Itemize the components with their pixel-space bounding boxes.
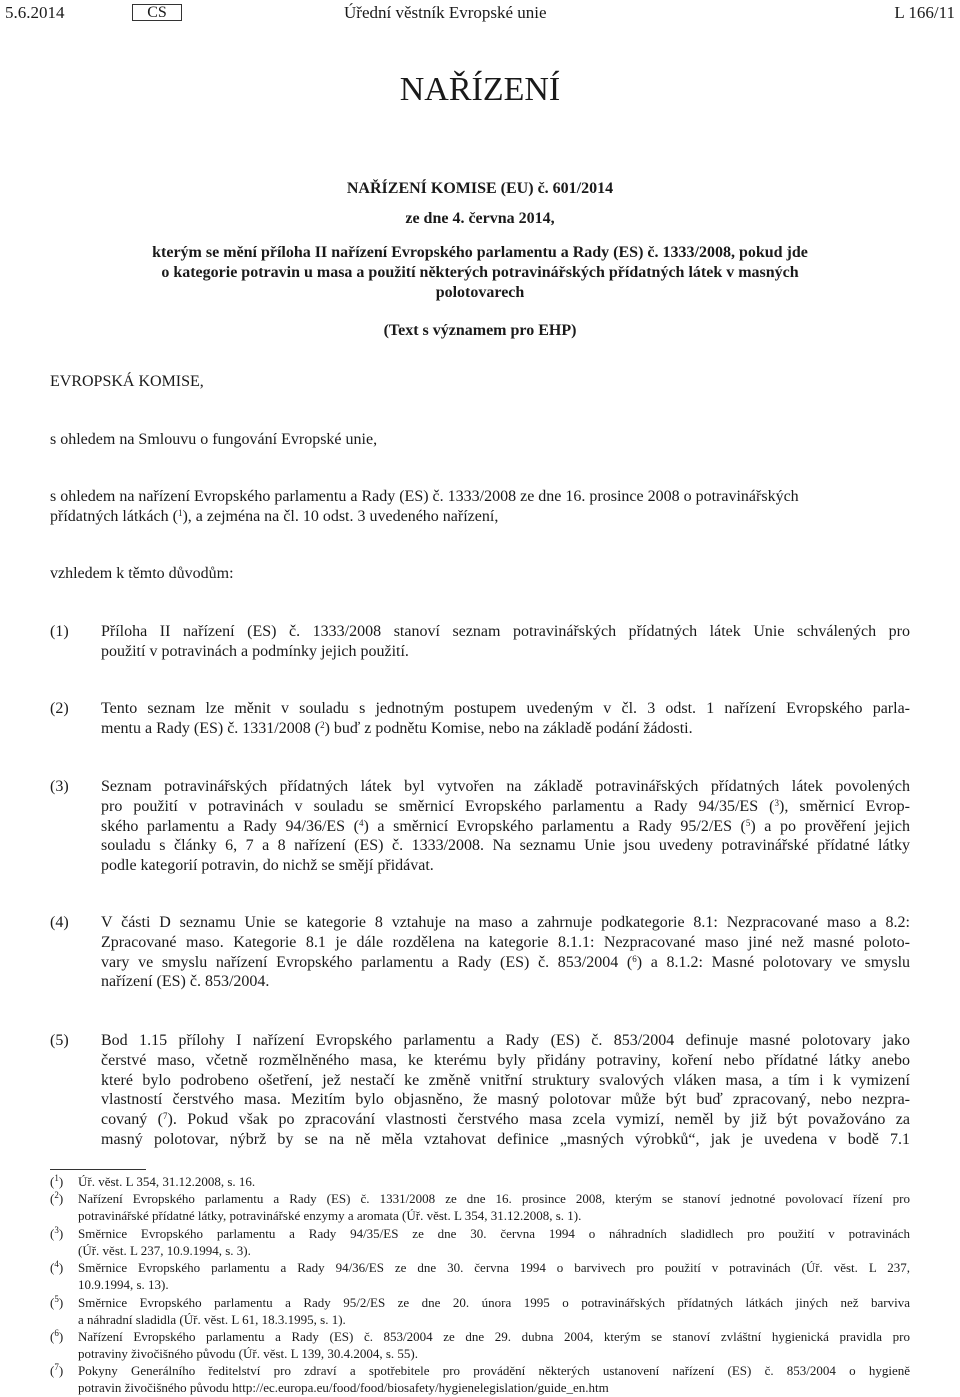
footnote-ref[interactable]: 6 — [632, 953, 637, 964]
recital-number: (4) — [50, 914, 69, 931]
footnote-ref[interactable]: 7 — [163, 1111, 168, 1122]
footnote-ref[interactable]: 5 — [745, 817, 751, 828]
recital-2: Tento seznam lze měnit v souladu s jednotným postupem uvedeným v čl. 3 odst. 1 nařízení Evropského parla- mentu a Rady (ES) č. 1331/2008 ($^2$) buď z podnětu Komise, nebo na základě podání žádosti. — [101, 700, 910, 737]
regulation-name: NAŘÍZENÍ KOMISE (EU) č. 601/2014 — [346, 180, 614, 197]
page-reference: L 166/11 — [894, 3, 955, 22]
recital-1: Příloha II nařízení (ES) č. 1333/2008 stanoví seznam potravinářských přídatných látek Unie schválených pro použití v potravinách a podmínky jejich použití. — [101, 623, 910, 660]
footnote-7: Pokyny Generálního ředitelství pro zdraví a spotřebitele pro provádění některých ustanovení nařízení (ES) č. 853/2004 o hygieně potravin živočišného původu http://ec.europa.eu/food/food/biosafety/hygienelegislation/guide_en.htm — [78, 1363, 910, 1396]
footnote-5: Směrnice Evropského parlamentu a Rady 95/2/ES ze dne 20. února 1995 o potravinářských přídatných látkách jiných než barviva a náhradní sladidla (Úř. věst. L 61, 18.3.1995, s. 1). — [78, 1295, 910, 1328]
journal-title: Úřední věstník Evropské unie — [344, 3, 547, 22]
footnote-2: Nařízení Evropského parlamentu a Rady (ES) č. 1331/2008 ze dne 16. prosince 2008, kterým se stanoví jednotné povolovací řízení pro potravinářské přídatné látky, potravinářské enzymy a aromata (Úř. věst. L 354, 31.12.2008, s. 1). — [78, 1191, 910, 1224]
recital-number: (5) — [50, 1032, 69, 1049]
recital-number: (1) — [50, 623, 69, 640]
regulation-date: ze dne 4. června 2014, — [405, 210, 555, 227]
eea-relevance-note: (Text s významem pro EHP) — [383, 322, 577, 339]
commission-heading: EVROPSKÁ KOMISE, — [50, 373, 204, 390]
language-badge: CS — [132, 4, 182, 21]
footnote-6: Nařízení Evropského parlamentu a Rady (ES) č. 853/2004 ze dne 29. dubna 2004, kterým se stanoví zvláštní hygienická pravidla pro potraviny živočišného původu (Úř. věst. L 139, 30.4.2004, s. 55). — [78, 1329, 910, 1362]
footnote-ref[interactable]: 4 — [359, 817, 364, 828]
recital-3: Seznam potravinářských přídatných látek byl vytvořen na základě potravinářských přídatných látek povolených pro použití v potravinách v souladu se směrnicí Evropského parlamentu a Rady 94/35/ES ($^3$), směrnicí Evrop- ského parlamentu a Rady 94/36/ES ($^4$) a směrnicí Evropského parlamentu a Rady 95/2/ES ($^5$) a po prověření jejich souladu s články 6, 7 a 8 nařízení (ES) č. 1333/2008. Na seznamu Unie jsou uvedeny potravinářské přídatné látky podle kategorií potravin, do nichž se smějí přidávat. — [101, 778, 911, 875]
recital-number: (3) — [50, 778, 69, 795]
footnote-ref[interactable]: 1 — [177, 508, 183, 518]
footnote-marker: ($^3$) — [50, 1225, 64, 1241]
footnote-1: Úř. věst. L 354, 31.12.2008, s. 16. — [78, 1174, 256, 1189]
publication-date: 5.6.2014 — [5, 3, 65, 22]
footnote-3: Směrnice Evropského parlamentu a Rady 94/35/ES ze dne 30. června 1994 o náhradních sladidlech pro použití v potravinách (Úř. věst. L 237, 10.9.1994, s. 3). — [78, 1226, 910, 1259]
citation-treaty: s ohledem na Smlouvu o fungování Evropské unie, — [50, 431, 378, 448]
footnote-4: Směrnice Evropského parlamentu a Rady 94/36/ES ze dne 30. června 1994 o barvivech pro použití v potravinách (Úř. věst. L 237, 10.9.1994, s. 13). — [78, 1260, 910, 1293]
footnote-separator — [50, 1169, 146, 1170]
recital-5: Bod 1.15 přílohy I nařízení Evropského parlamentu a Rady (ES) č. 853/2004 definuje masné polotovary jako čerstvé maso, včetně rozmělněného masa, ke kterému byly přidány potraviny, koření nebo přídatné látky anebo které bylo podrobeno ošetření, jež nestačí ke změně vnitřní struktury svalových vláken masa, a tím i k vymizení vlastností čerstvého masa. Mezitím bylo objasněno, že masný polotovar může být buď zpracovaný, nebo nezpra- covaný ($^7$). Pokud však po zpracování vlastnosti čerstvého masa zcela vymizí, neměl by již být považováno za masný polotovar, nýbrž by se na ně měla vztahovat definice „masných výrobků“, jak je uvedena v bodě 7.1 — [101, 1032, 911, 1148]
footnote-marker: ($^4$) — [50, 1259, 64, 1275]
footnote-marker: ($^2$) — [50, 1190, 64, 1206]
regulation-subject-line-1: kterým se mění příloha II nařízení Evropského parlamentu a Rady (ES) č. 1333/2008, pokud jde — [152, 244, 808, 261]
citation-regulation-line-1: s ohledem na nařízení Evropského parlamentu a Rady (ES) č. 1333/2008 ze dne 16. prosince 2008 o potravinářských — [50, 488, 799, 505]
footnote-marker: ($^1$) — [50, 1173, 64, 1189]
document-type-title: NAŘÍZENÍ — [399, 71, 561, 108]
footnote-marker: ($^5$) — [50, 1294, 64, 1310]
recital-number: (2) — [50, 700, 69, 717]
footnote-ref[interactable]: 2 — [320, 719, 325, 730]
whereas-intro: vzhledem k těmto důvodům: — [50, 565, 234, 582]
footnote-ref[interactable]: 3 — [774, 797, 780, 808]
citation-regulation-line-2: přídatných látkách ($^1$), a zejména na čl. 10 odst. 3 uvedeného nařízení, — [50, 508, 499, 525]
footnote-marker: ($^6$) — [50, 1328, 64, 1344]
regulation-subject-line-3: polotovarech — [435, 284, 525, 301]
recital-4: V části D seznamu Unie se kategorie 8 vztahuje na maso a zahrnuje podkategorie 8.1: Nezpracované maso a 8.2: Zpracované maso. Kategorie 8.1 je dále rozdělena na kategorie 8.1.1: Nezpracované maso jiné než masné poloto- vary ve smyslu nařízení Evropského parlamentu a Rady (ES) č. 853/2004 ($^6$) a 8.1.2: Masné polotovary ve smyslu nařízení (ES) č. 853/2004. — [101, 914, 911, 991]
regulation-subject-line-2: o kategorie potravin u masa a použití některých potravinářských přídatných látek v masných — [161, 264, 799, 281]
footnote-marker: ($^7$) — [50, 1362, 64, 1378]
